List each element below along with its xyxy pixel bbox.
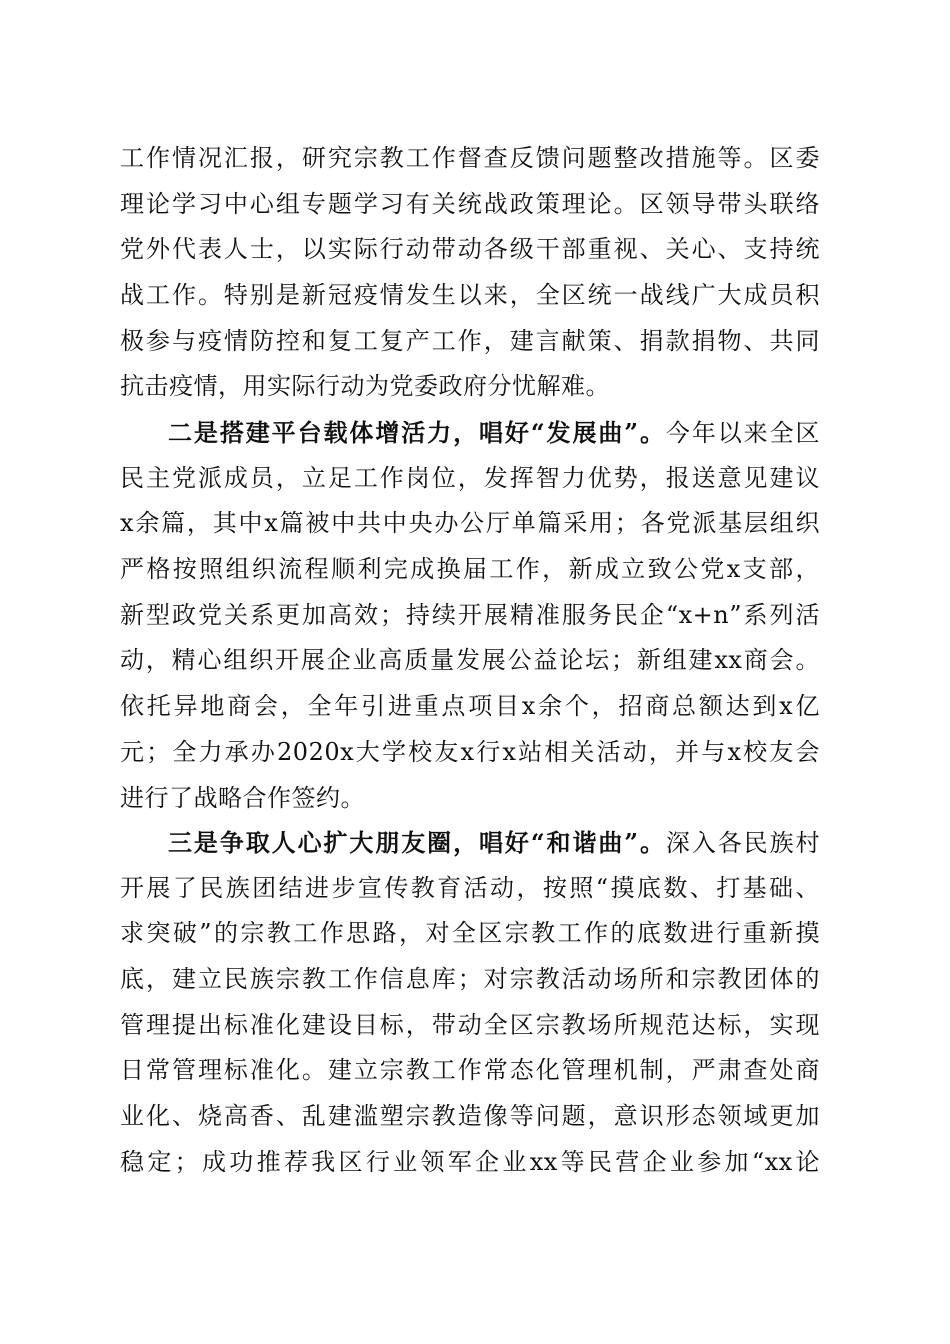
paragraph-2	[120, 410, 820, 821]
paragraph-2-line: 依托异地商会，全年引进重点项目x余个，招商总额达到x亿	[120, 692, 820, 721]
paragraph-3-line: 稳定；成功推荐我区行业领军企业xx等民营企业参加“xx论	[120, 1147, 820, 1176]
paragraph-3-line: 管理提出标准化建设目标，带动全区宗教场所规范达标，实现	[120, 1010, 820, 1039]
paragraph-3-line: 日常管理标准化。建立宗教工作常态化管理机制，严肃查处商	[120, 1056, 820, 1085]
paragraph-3-line: 求突破”的宗教工作思路，对全区宗教工作的底数进行重新摸	[120, 919, 820, 948]
paragraph-1-line: 战工作。特别是新冠疫情发生以来，全区统一战线广大成员积	[120, 281, 820, 310]
paragraph-2-first-line-text: 今年以来全区	[665, 419, 820, 447]
paragraph-3-heading: 三是争取人心扩大朋友圈，唱好“和谐曲”。	[168, 828, 666, 857]
paragraph-2-line: 新型政党关系更加高效；持续开展精准服务民企“x+n”系列活	[120, 600, 820, 629]
paragraph-3-line: 业化、烧高香、乱建滥塑宗教造像等问题，意识形态领域更加	[120, 1102, 820, 1131]
paragraph-2-heading: 二是搭建平台载体增活力，唱好“发展曲”。	[168, 418, 666, 447]
paragraph-3-first-line-text: 深入各民族村	[665, 829, 820, 857]
paragraph-2-first-line	[120, 410, 820, 456]
paragraph-2-line: 严格按照组织流程顺利完成换届工作，新成立致公党x支部，	[120, 555, 820, 584]
paragraph-1-line: 抗击疫情，用实际行动为党委政府分忧解难。	[120, 372, 610, 401]
paragraph-2-line: 动，精心组织开展企业高质量发展公益论坛；新组建xx商会。	[120, 646, 820, 675]
paragraph-1-line: 极参与疫情防控和复工复产工作，建言献策、捐款捐物、共同	[120, 326, 820, 355]
paragraph-2-line: 元；全力承办2020x大学校友x行x站相关活动，并与x校友会	[120, 737, 820, 766]
paragraph-3	[120, 820, 820, 1186]
paragraph-1-line: 党外代表人士，以实际行动带动各级干部重视、关心、支持统	[120, 235, 820, 264]
paragraph-3-first-line	[120, 820, 820, 866]
paragraph-2-line: 民主党派成员，立足工作岗位，发挥智力优势，报送意见建议	[120, 463, 820, 492]
paragraph-3-line: 底，建立民族宗教工作信息库；对宗教活动场所和宗教团体的	[120, 965, 820, 994]
paragraph-1-line: 理论学习中心组专题学习有关统战政策理论。区领导带头联络	[120, 189, 820, 218]
paragraph-1	[120, 136, 820, 410]
paragraph-2-line: x余篇，其中x篇被中共中央办公厅单篇采用；各党派基层组织	[120, 509, 820, 538]
paragraph-1-line: 工作情况汇报，研究宗教工作督查反馈问题整改措施等。区委	[120, 144, 820, 172]
paragraph-3-line: 开展了民族团结进步宣传教育活动，按照“摸底数、打基础、	[120, 873, 820, 902]
paragraph-2-line: 进行了战略合作签约。	[120, 783, 365, 812]
